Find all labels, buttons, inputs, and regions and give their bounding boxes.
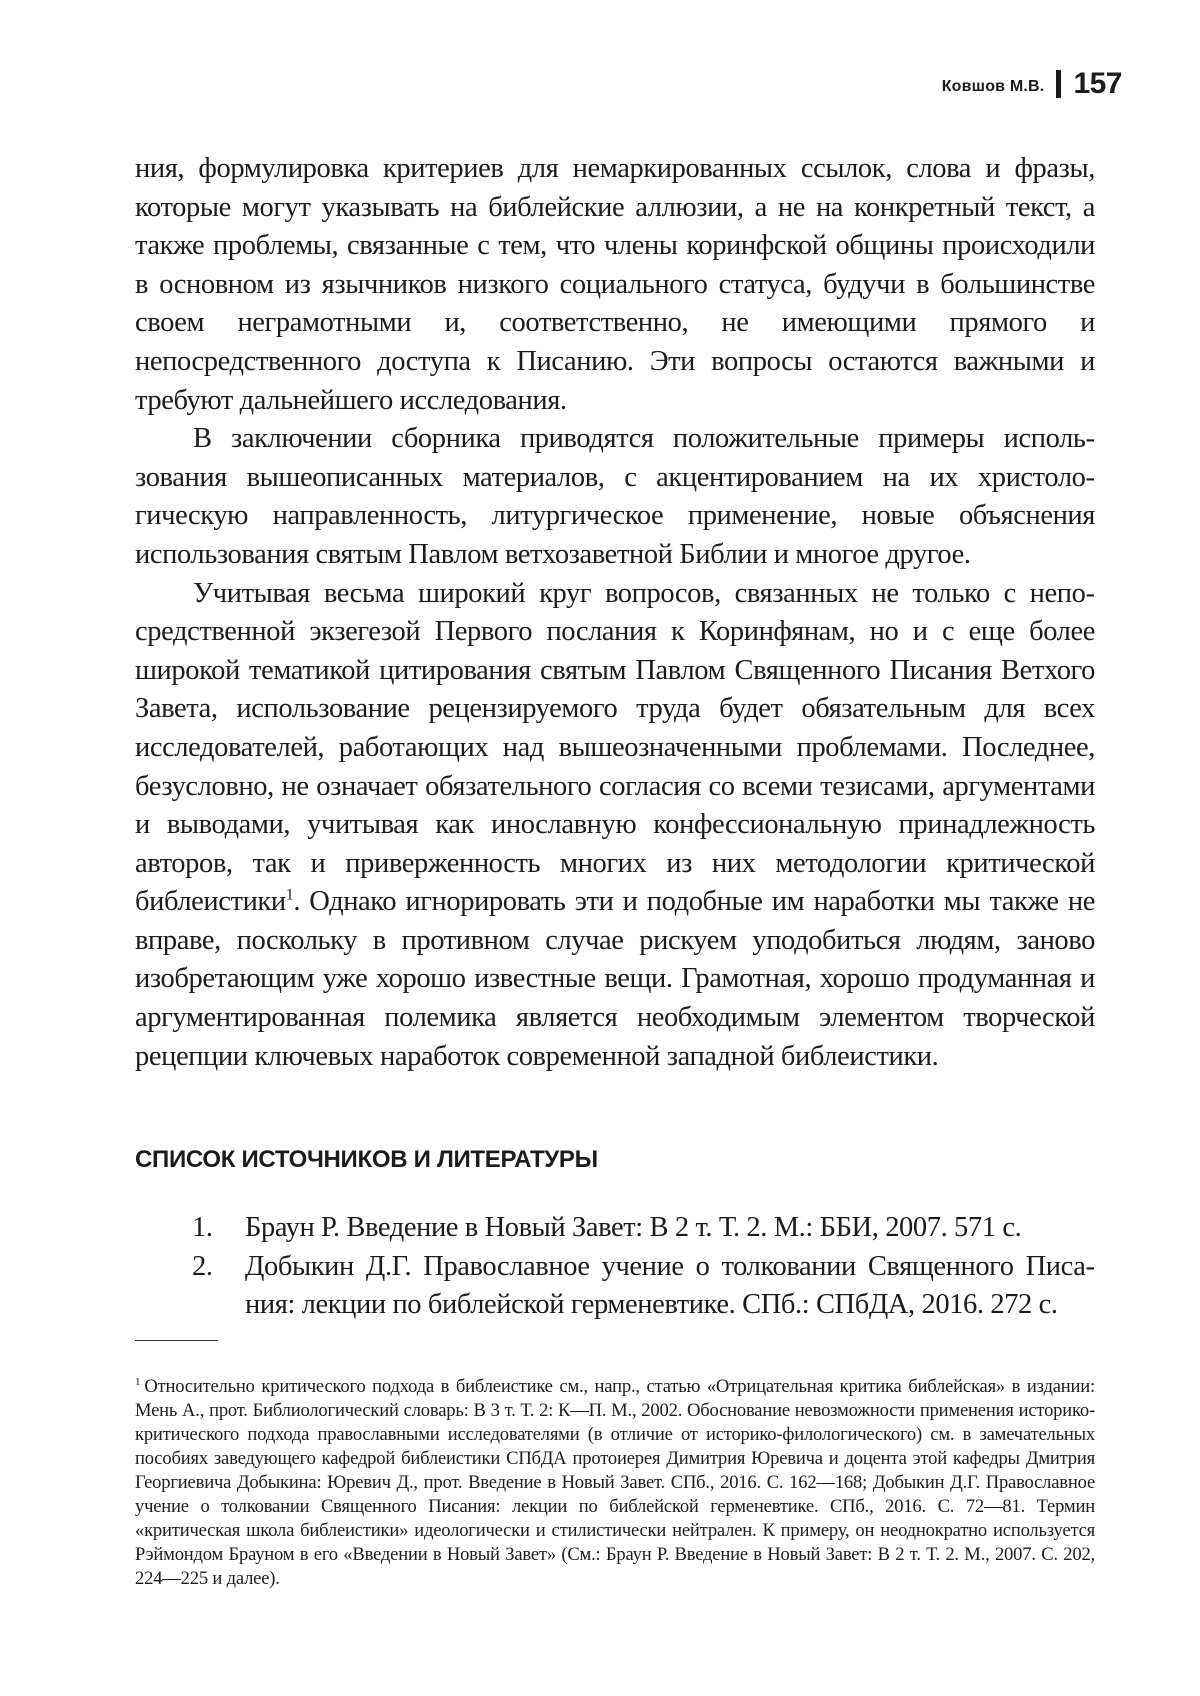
paragraph-3: Учитывая весьма широкий круг вопросов, связанных не только с непосредственной экзегезой Первого послания к Коринфянам, но и с еще более широкой тематикой цитирования святым Павлом Священного Писания Ветхого Завета, использование рецензируемого труда будет обязательным для всех исследователей, работающих над вышеозначенными проблемами. Последнее, безусловно, не означает обязательного согласия со всеми тезисами, аргументами и выводами, учитывая как инославную конфессиональную принадлежность авторов, так и приверженность многих из них методологии критической библеистики$^1$. Однако игнорировать эти и подобные им наработки мы также не вправе, поскольку в противном случае рискуем уподобиться людям, заново изобретающим уже хорошо известные вещи. Грамотная, хорошо продуманная и аргументированная полемика является необходимым элементом творческой рецепции ключевых наработок современной западной библеистики.: [135, 577, 1095, 1072]
footnote-text: Относительно критического подхода в библеистике см., напр., статью «Отрицательная критика библейская» в издании: Мень А., прот. Библиологический словарь: В 3 т. Т. 2: К—П. М., 2002. Обоснование невозможности применения историко-критического подхода православными исследователями (в отличие от историко-филологического) см. в замечательных пособиях заведующего кафедрой библеистики СПбДА протоиерея Димитрия Юревича и доцента этой кафедры Дмитрия Георгиевича Добыкина: Юревич Д., прот. Введение в Новый Завет. СПб., 2016. С. 162—168; Добыкин Д.Г. Православное учение о толковании Священного Писания: лекции по библейской герменевтике. СПб., 2016. С. 72—81. Термин «критическая школа библеистики» идеологически и стилистически нейтрален. К примеру, он неоднократно используется Рэймондом Брауном в его «Введении в Новый Завет» (См.: Браун Р. Введение в Новый Завет: В 2 т. Т. 2. М., 2007. С. 202, 224—225 и далее).: [135, 1376, 1095, 1589]
reference-item: [192, 1248, 1095, 1325]
running-header: [942, 66, 1122, 102]
footnote: [135, 1375, 1095, 1591]
paragraph-3-part-1: Учитывая весьма широкий круг вопросов, связанных не только с непосредственной экзегезой Первого послания к Коринфянам, но и с еще более широкой тематикой цитирования святым Павлом Священного Писания Ветхого Завета, использование рецензируемого труда будет обязательным для всех исследователей, работающих над вышеозначенными проблемами. Последнее, безусловно, не означает обязательного согласия со всеми тезисами, аргументами и выводами, учитывая как инославную конфессиональную принадлежность авторов, так и приверженность многих из них методологии критической библеистики: [135, 577, 1095, 918]
reference-item: [192, 1209, 1095, 1248]
references-heading: СПИСОК ИСТОЧНИКОВ И ЛИТЕРАТУРЫ: [135, 1146, 598, 1173]
reference-number: 1.: [192, 1212, 213, 1243]
main-text: [135, 150, 1095, 1076]
references-list: [192, 1209, 1095, 1325]
reference-text: Браун Р. Введение в Новый Завет: В 2 т. Т. 2. М.: ББИ, 2007. 571 с.: [245, 1212, 1022, 1243]
footnote-separator: [135, 1340, 218, 1341]
paragraph-2: В заключении сборника приводятся положительные примеры использования вышеописанных материалов, с акцентированием на их христологическую направленность, литургическое применение, новые объяснения использования святым Павлом ветхозаветной Библии и многое другое.: [135, 423, 1095, 570]
reference-number: 2.: [192, 1250, 213, 1282]
page-number: 157: [1073, 67, 1122, 100]
header-divider-bar: [1056, 70, 1061, 98]
reference-text: Добыкин Д.Г. Православное учение о толковании Священного Писания: лекции по библейской герменевтике. СПб.: СПбДА, 2016. 272 с.: [245, 1250, 1095, 1321]
paragraph-3-part-2: Однако игнорировать эти и подобные им наработки мы также не вправе, поскольку в противном случае рискуем уподобиться людям, заново изобретающим уже хорошо известные вещи. Грамотная, хорошо продуманная и аргументированная полемика является необходимым элементом творческой рецепции ключевых наработок современной западной библеистики.: [135, 886, 1095, 1072]
footnote-reference-marker[interactable]: 1: [285, 886, 294, 904]
footnote-marker: 1: [135, 1375, 141, 1388]
paragraph-1: ния, формулировка критериев для немаркированных ссылок, слова и фразы, которые могут указывать на библейские аллюзии, а не на конкретный текст, а также проблемы, связанные с тем, что члены коринфской общины происходили в основном из язычников низкого социального статуса, будучи в большинстве своем неграмотными и, соответственно, не имеющими прямого и непосредственного доступа к Писанию. Эти вопросы остаются важными и требуют дальнейшего исследования.: [135, 153, 1095, 416]
header-author: Ковшов М.В.: [941, 78, 1045, 95]
